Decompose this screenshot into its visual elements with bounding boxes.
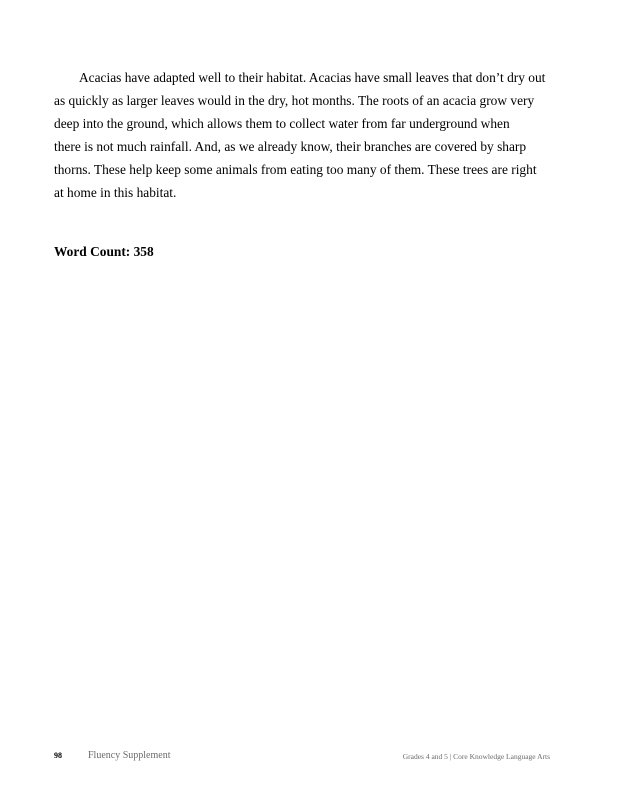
footer-section-title: Fluency Supplement <box>88 750 171 761</box>
passage-line-3: deep into the ground, which allows them to collect water from far underground when <box>54 116 510 131</box>
passage-line-6: at home in this habitat. <box>54 185 177 200</box>
passage-line-2: as quickly as larger leaves would in the dry, hot months. The roots of an acacia grow very <box>54 93 535 108</box>
page-number: 98 <box>54 751 62 760</box>
passage-line-5: thorns. These help keep some animals from eating too many of them. These trees are right <box>54 162 537 177</box>
passage-line-1: Acacias have adapted well to their habitat. Acacias have small leaves that don’t dry out <box>79 70 546 85</box>
page-footer <box>54 751 554 765</box>
passage <box>54 66 554 204</box>
word-count: Word Count: 358 <box>54 244 154 259</box>
passage-line-4: there is not much rainfall. And, as we already know, their branches are covered by sharp <box>54 139 527 154</box>
footer-publication-info: Grades 4 and 5 | Core Knowledge Language Arts <box>402 752 550 761</box>
